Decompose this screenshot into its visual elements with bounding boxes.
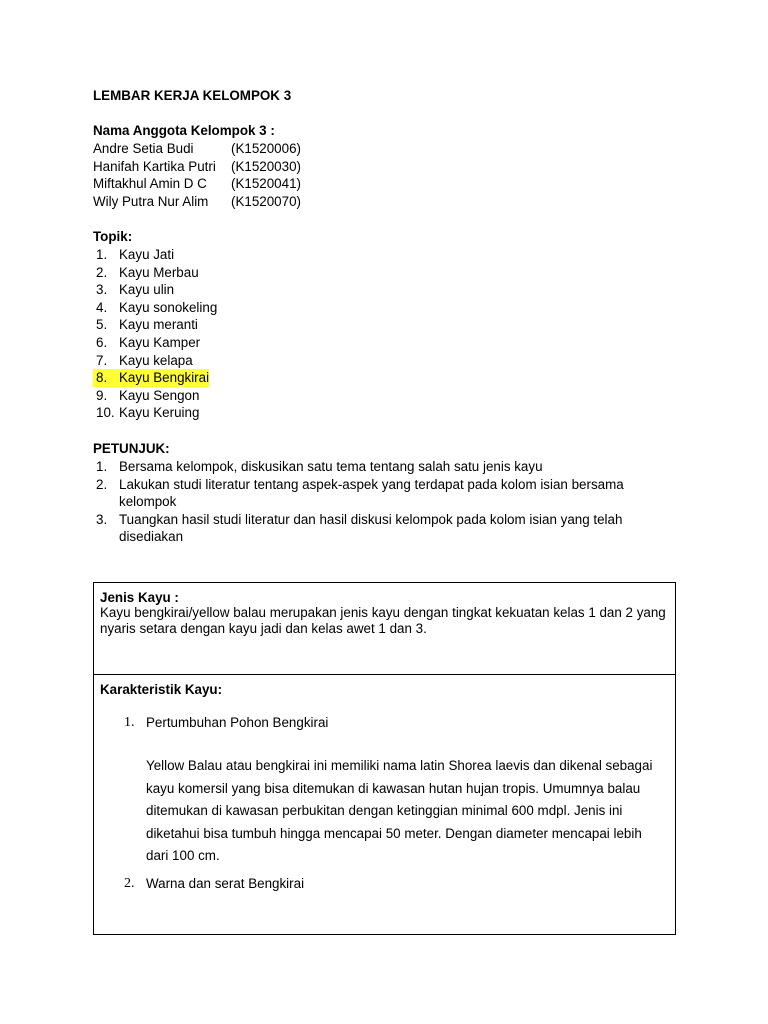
list-item: [93, 316, 217, 334]
topik-heading: Topik:: [93, 229, 133, 244]
item-text: Kayu kelapa: [119, 352, 193, 368]
item-number: 2.: [124, 876, 135, 891]
item-text: Kayu Merbau: [119, 264, 199, 280]
member-id: (K1520041): [231, 176, 301, 192]
item-text: Kayu Keruing: [119, 405, 200, 421]
item-number: 2.: [96, 476, 108, 492]
list-item: [93, 281, 217, 299]
item-number: 5.: [96, 317, 108, 333]
item-text: Warna dan serat Bengkirai: [146, 876, 305, 891]
member-list: [93, 140, 301, 210]
member-name: Andre Setia Budi: [93, 141, 194, 156]
item-text: Kayu Bengkirai: [119, 370, 210, 386]
list-item: [93, 334, 217, 352]
item-text: Lakukan studi literatur tentang aspek-aspek yang terdapat pada kolom isian bersama kelompok: [119, 476, 624, 510]
member-name: Hanifah Kartika Putri: [93, 158, 216, 174]
list-item: [93, 404, 217, 422]
item-text: Kayu Sengon: [119, 387, 200, 403]
topik-list: [93, 246, 217, 422]
item-text: Kayu ulin: [119, 282, 175, 298]
item-number: 6.: [96, 334, 108, 350]
member-name: Wily Putra Nur Alim: [93, 193, 209, 209]
item-text: Kayu meranti: [119, 317, 198, 333]
item-number: 7.: [96, 352, 108, 368]
item-number: 4.: [96, 299, 108, 315]
answer-table: [93, 582, 676, 935]
item-text: Bersama kelompok, diskusikan satu tema tentang salah satu jenis kayu: [119, 459, 543, 474]
item-text: Tuangkan hasil studi literatur dan hasil diskusi kelompok pada kolom isian yang telah disediakan: [119, 511, 623, 545]
member-id: (K1520030): [231, 158, 301, 174]
item-number: 3.: [96, 511, 108, 527]
item-text: Kayu Jati: [119, 247, 175, 262]
member-row: [93, 193, 301, 211]
item-number: 1.: [96, 459, 108, 474]
list-item: [93, 511, 673, 546]
member-row: [93, 140, 301, 158]
item-number: 3.: [96, 282, 108, 298]
member-name: Miftakhul Amin D C: [93, 176, 207, 192]
item-number: 9.: [96, 387, 108, 403]
jenis-kayu-cell: [94, 583, 675, 675]
member-id: (K1520070): [231, 193, 301, 209]
member-row: [93, 175, 301, 193]
list-item: [93, 264, 217, 282]
karakteristik-paragraph: Yellow Balau atau bengkirai ini memiliki nama latin Shorea laevis dan dikenal sebagai kayu komersil yang bisa ditemukan di kawasan hutan hujan tropis. Umumnya balau ditemukan di kawasan perbukitan dengan ketinggian minimal 600 mdpl. Jenis ini diketahui bisa tumbuh hingga mencapai 50 meter. Dengan diameter mencapai lebih dari 100 cm.: [146, 758, 653, 863]
jenis-kayu-text: Kayu bengkirai/yellow balau merupakan jenis kayu dengan tingkat kekuatan kelas 1 dan 2 yang nyaris setara dengan kayu jadi dan kelas awet 1 dan 3.: [100, 605, 666, 636]
jenis-kayu-heading: Jenis Kayu :: [100, 590, 179, 605]
item-number: 2.: [96, 264, 108, 280]
list-item: [93, 476, 673, 511]
member-row: [93, 158, 301, 176]
list-item: [93, 458, 673, 476]
item-number: 1.: [124, 715, 135, 730]
members-heading: Nama Anggota Kelompok 3 :: [93, 123, 275, 138]
item-text: Kayu sonokeling: [119, 299, 218, 315]
list-item: [93, 246, 217, 264]
list-item: [93, 387, 217, 405]
member-id: (K1520006): [231, 141, 301, 156]
list-item: [93, 299, 217, 317]
item-number: 8.: [93, 369, 119, 387]
item-number: 10.: [96, 405, 115, 421]
item-text: Pertumbuhan Pohon Bengkirai: [146, 715, 329, 730]
item-text: Kayu Kamper: [119, 334, 201, 350]
page-title: LEMBAR KERJA KELOMPOK 3: [93, 88, 292, 103]
petunjuk-heading: PETUNJUK:: [93, 441, 170, 456]
petunjuk-list: [93, 458, 673, 546]
list-item: [93, 352, 217, 370]
item-number: 1.: [96, 247, 108, 262]
karakteristik-heading: Karakteristik Kayu:: [100, 682, 223, 697]
karakteristik-cell: [94, 675, 675, 934]
list-item-highlighted: [93, 369, 217, 387]
